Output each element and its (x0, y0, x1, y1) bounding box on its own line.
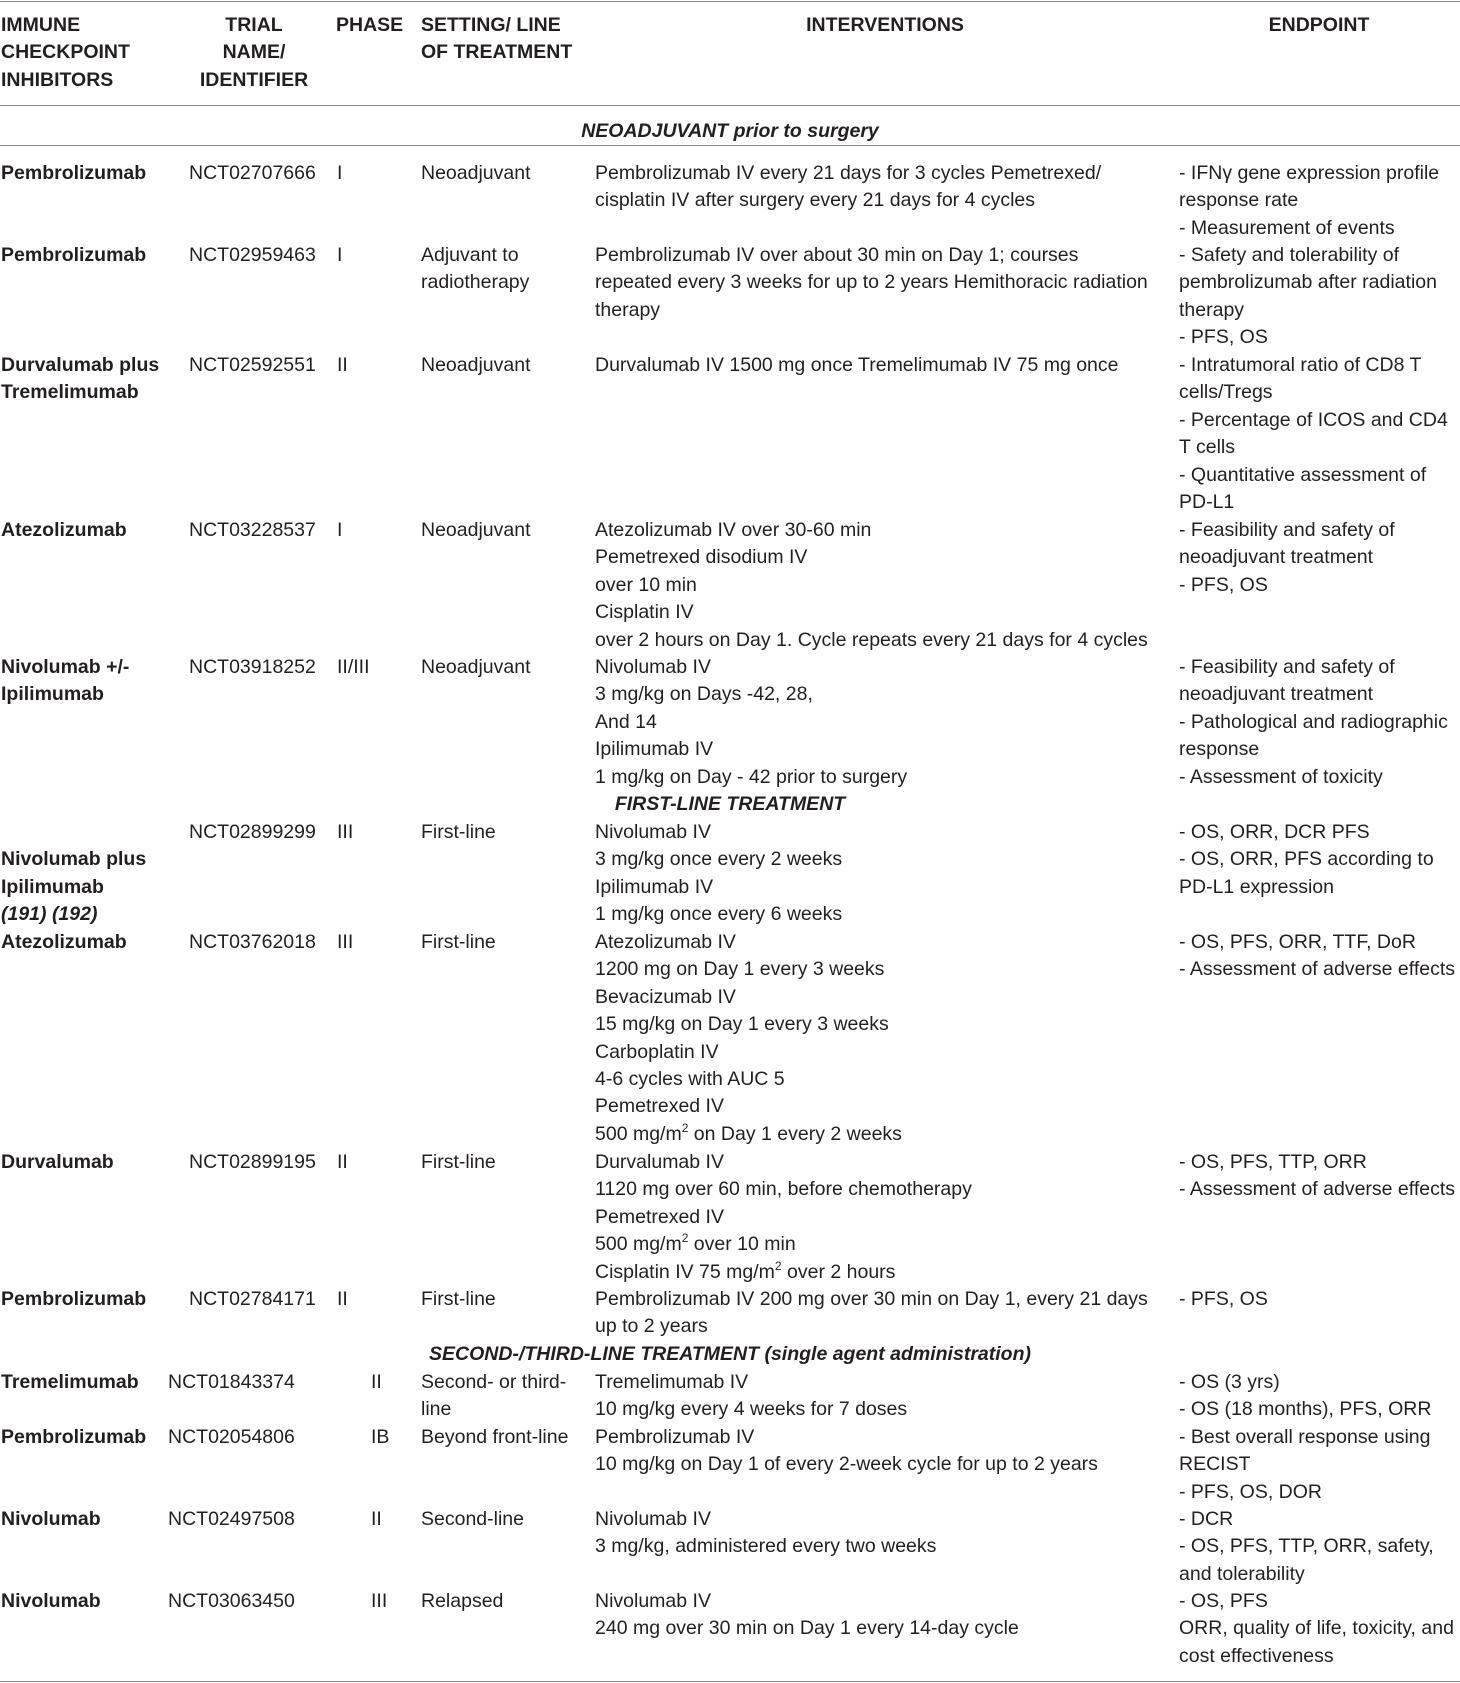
intervention-cell: Nivolumab IV 240 mg over 30 min on Day 1 every 14-day cycle (595, 1590, 1019, 1640)
drug-cell: Pembrolizumab (1, 1426, 147, 1448)
setting-cell: First-line (421, 1288, 496, 1310)
intervention-cell: Pembrolizumab IV 200 mg over 30 min on Day 1, every 21 days up to 2 years (595, 1288, 1148, 1338)
section-second-third-line: SECOND-/THIRD-LINE TREATMENT (single agent administration) (429, 1343, 1031, 1365)
endpoint-cell: - Feasibility and safety of neoadjuvant treatment - PFS, OS (1179, 519, 1395, 596)
setting-cell: Neoadjuvant (421, 519, 531, 541)
setting-cell: First-line (421, 931, 496, 953)
drug-references: (191) (192) (1, 903, 98, 926)
endpoint-cell: - OS, PFS, TTP, ORR - Assessment of adverse effects (1179, 1151, 1456, 1201)
intervention-line: Durvalumab IV (595, 1151, 724, 1173)
drug-cell: Pembrolizumab (1, 1288, 147, 1310)
phase-cell: IB (371, 1426, 390, 1448)
section-first-line: FIRST-LINE TREATMENT (614, 793, 846, 815)
intervention-cell: Pembrolizumab IV every 21 days for 3 cycles Pemetrexed/ cisplatin IV after surgery every 21 days for 4 cycles (595, 162, 1102, 212)
drug-cell: Durvalumab plus Tremelimumab (1, 354, 160, 404)
intervention-line: 1120 mg over 60 min, before chemotherapy (595, 1178, 972, 1201)
drug-cell: Atezolizumab (1, 931, 127, 953)
phase-cell: I (337, 244, 343, 266)
phase-cell: III (337, 821, 354, 843)
intervention-cell: Pembrolizumab IV 10 mg/kg on Day 1 of every 2-week cycle for up to 2 years (595, 1426, 1098, 1476)
trial-cell: NCT03918252 (189, 656, 316, 678)
trial-cell: NCT02497508 (168, 1508, 295, 1530)
drug-cell: Atezolizumab (1, 519, 127, 541)
header-setting: SETTING/ LINE OF TREATMENT (421, 14, 573, 64)
drug-cell: Nivolumab +/- Ipilimumab (1, 656, 130, 706)
intervention-line: 4-6 cycles with AUC 5 (595, 1068, 785, 1091)
intervention-line: 500 $mg/m^2$ over 10 min (595, 1231, 796, 1256)
trial-cell: NCT02784171 (189, 1288, 316, 1310)
phase-cell: III (371, 1590, 388, 1612)
trial-cell: NCT02054806 (168, 1426, 295, 1448)
endpoint-cell: - Intratumoral ratio of CD8 T cells/Tregs - Percentage of ICOS and CD4 T cells - Quantitative assessment of PD-L1 (1179, 354, 1448, 514)
intervention-cell: Nivolumab IV 3 mg/kg on Days -42, 28, And 14 Ipilimumab IV 1 mg/kg on Day - 42 prior to surgery (595, 656, 908, 788)
section-rule (0, 145, 1460, 146)
top-rule (0, 1, 1460, 2)
trial-cell: NCT03228537 (189, 519, 316, 541)
intervention-line: 500 $mg/m^2$ on Day 1 every 2 weeks (595, 1120, 902, 1145)
intervention-cell: Tremelimumab IV 10 mg/kg every 4 weeks for 7 doses (595, 1371, 908, 1421)
endpoint-cell: - Safety and tolerability of pembrolizumab after radiation therapy - PFS, OS (1179, 244, 1437, 349)
setting-cell: Second- or third- line (421, 1371, 567, 1421)
intervention-line: Pemetrexed IV (595, 1095, 724, 1118)
header-drug: IMMUNE CHECKPOINT INHIBITORS (1, 14, 130, 91)
trial-cell: NCT02707666 (189, 162, 316, 184)
setting-cell: Adjuvant to radiotherapy (421, 244, 530, 294)
setting-cell: Relapsed (421, 1590, 504, 1612)
intervention-cell: Durvalumab IV 1500 mg once Tremelimumab IV 75 mg once (595, 354, 1119, 376)
intervention-line: Pemetrexed IV (595, 1205, 724, 1228)
endpoint-cell: - PFS, OS (1179, 1288, 1268, 1310)
setting-cell: Neoadjuvant (421, 656, 531, 678)
intervention-cell (595, 1149, 1175, 1286)
phase-cell: II (337, 1151, 348, 1173)
intervention-line: Cisplatin IV 75 $mg/m^2$ over 2 hours (595, 1258, 896, 1283)
header-phase: PHASE (336, 14, 404, 36)
endpoint-cell: - IFNγ gene expression profile response rate - Measurement of events (1179, 162, 1440, 239)
phase-cell: I (337, 162, 343, 184)
drug-cell: Tremelimumab (1, 1371, 139, 1393)
header-endpoint: ENDPOINT (1268, 14, 1370, 36)
intervention-cell: Pembrolizumab IV over about 30 min on Day 1; courses repeated every 3 weeks for up to 2 years Hemithoracic radiation therapy (595, 244, 1148, 321)
setting-cell: First-line (421, 1151, 496, 1173)
phase-cell: II (337, 354, 348, 376)
drug-name: Nivolumab plus Ipilimumab (1, 848, 147, 898)
setting-cell: Second-line (421, 1508, 524, 1530)
trial-cell: NCT02959463 (189, 244, 316, 266)
drug-cell: Nivolumab (1, 1508, 101, 1530)
header-rule (0, 105, 1460, 106)
trial-cell: NCT03762018 (189, 931, 316, 953)
endpoint-cell: - DCR - OS, PFS, TTP, ORR, safety, and tolerability (1179, 1508, 1434, 1585)
endpoint-cell: - Feasibility and safety of neoadjuvant treatment - Pathological and radiographic response - Assessment of toxicity (1179, 656, 1448, 788)
header-interventions: INTERVENTIONS (806, 14, 964, 36)
intervention-line: Carboplatin IV (595, 1040, 719, 1063)
drug-cell (1, 819, 176, 929)
phase-cell: II (371, 1371, 382, 1393)
intervention-cell: Atezolizumab IV over 30-60 min Pemetrexed disodium IV over 10 min Cisplatin IV over 2 hours on Day 1. Cycle repeats every 21 days for 4 cycles (595, 519, 1148, 651)
trial-cell: NCT02899299 (189, 821, 316, 843)
bottom-rule (0, 1681, 1460, 1682)
trial-cell: NCT03063450 (168, 1590, 295, 1612)
section-neoadjuvant: NEOADJUVANT prior to surgery (581, 120, 879, 142)
endpoint-cell: - OS, PFS ORR, quality of life, toxicity, and cost effectiveness (1179, 1590, 1454, 1667)
setting-cell: Neoadjuvant (421, 354, 531, 376)
endpoint-cell: - OS, ORR, DCR PFS - OS, ORR, PFS according to PD-L1 expression (1179, 821, 1434, 898)
drug-cell: Pembrolizumab (1, 244, 147, 266)
intervention-line: 15 mg/kg on Day 1 every 3 weeks (595, 1013, 889, 1036)
setting-cell: Beyond front-line (421, 1426, 569, 1448)
setting-cell: First-line (421, 821, 496, 843)
endpoint-cell: - OS (3 yrs) - OS (18 months), PFS, ORR (1179, 1371, 1432, 1421)
phase-cell: III (337, 931, 354, 953)
phase-cell: II/III (337, 656, 370, 678)
drug-cell: Pembrolizumab (1, 162, 147, 184)
trial-cell: NCT02592551 (189, 354, 316, 376)
trial-cell: NCT01843374 (168, 1371, 295, 1393)
intervention-line: Atezolizumab IV (595, 931, 736, 953)
phase-cell: I (337, 519, 343, 541)
intervention-cell: Nivolumab IV 3 mg/kg once every 2 weeks Ipilimumab IV 1 mg/kg once every 6 weeks (595, 821, 843, 926)
phase-cell: II (371, 1508, 382, 1530)
endpoint-cell: - Best overall response using RECIST - PFS, OS, DOR (1179, 1426, 1431, 1503)
intervention-line: Bevacizumab IV (595, 985, 736, 1008)
header-trial: TRIAL NAME/ IDENTIFIER (199, 14, 309, 91)
drug-cell: Nivolumab (1, 1590, 101, 1612)
endpoint-cell: - OS, PFS, ORR, TTF, DoR - Assessment of adverse effects (1179, 931, 1456, 981)
setting-cell: Neoadjuvant (421, 162, 531, 184)
phase-cell: II (337, 1288, 348, 1310)
intervention-cell: Nivolumab IV 3 mg/kg, administered every two weeks (595, 1508, 937, 1558)
trial-cell: NCT02899195 (189, 1151, 316, 1173)
intervention-cell (595, 929, 1175, 1148)
drug-cell: Durvalumab (1, 1151, 114, 1173)
intervention-line: 1200 mg on Day 1 every 3 weeks (595, 958, 885, 981)
